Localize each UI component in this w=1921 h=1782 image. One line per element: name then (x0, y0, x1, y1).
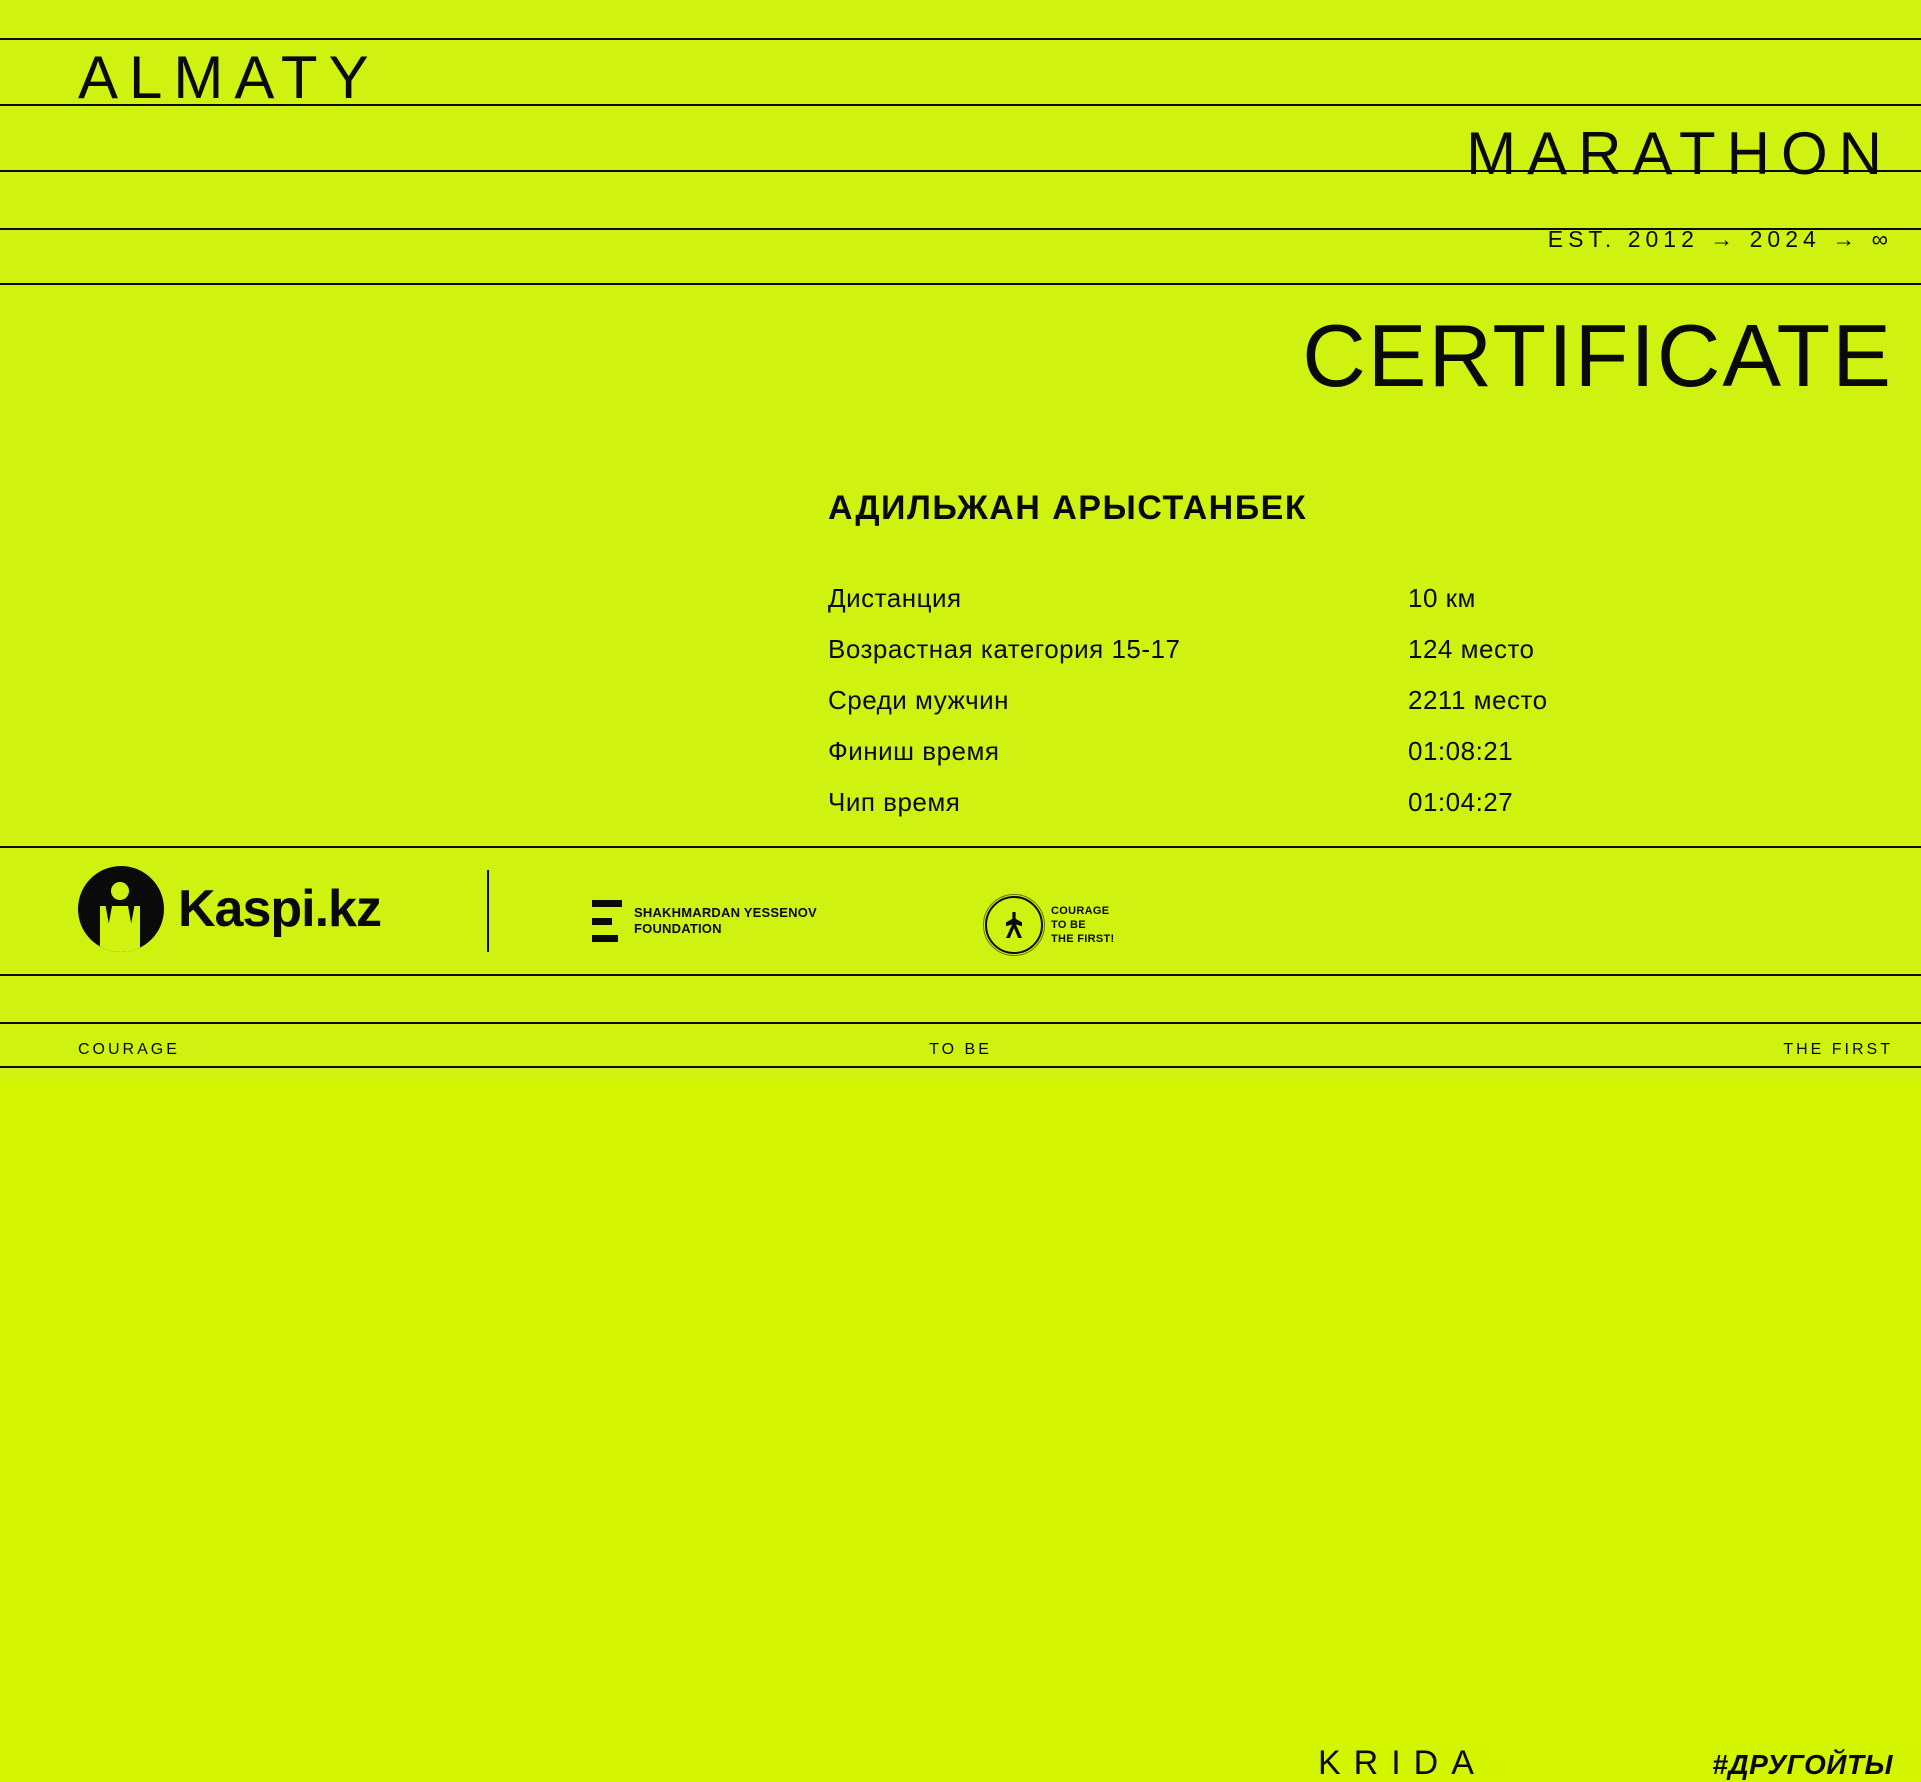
participant-name: АДИЛЬЖАН АРЫСТАНБЕК (828, 489, 1308, 527)
page-title: CERTIFICATE (1302, 306, 1893, 405)
yessenov-wordmark (634, 905, 817, 938)
table-row (828, 634, 1598, 685)
corporate-line1: COURAGE (1051, 904, 1110, 917)
yessenov-bars-icon (592, 900, 622, 942)
sponsor-divider (487, 870, 489, 952)
brand-almaty: ALMATY (78, 44, 380, 111)
sponsor-corporate-fund (985, 896, 1115, 954)
table-row (828, 583, 1598, 634)
result-label: Возрастная категория 15-17 (828, 634, 1181, 664)
yessenov-line1: SHAKHMARDAN YESSENOV (634, 904, 817, 920)
result-label: Среди мужчин (828, 685, 1010, 715)
kaspi-logo-icon (78, 866, 164, 952)
sponsor-krida: KRIDA (1318, 1744, 1487, 1782)
result-value: 01:08:21 (1408, 736, 1514, 766)
result-label: Финиш время (828, 736, 1000, 766)
divider-line (0, 1066, 1921, 1068)
table-row (828, 736, 1598, 787)
divider-line (0, 38, 1921, 40)
sponsor-yessenov-foundation (592, 900, 817, 942)
divider-line (0, 1022, 1921, 1024)
sponsor-strip (0, 848, 1921, 1782)
corporate-fund-seal-icon (985, 896, 1043, 954)
result-label: Чип время (828, 787, 961, 817)
corporate-line3: THE FIRST! (1051, 933, 1115, 946)
slogan-middle: TO BE (929, 1041, 992, 1058)
established-line: EST. 2012 → 2024 → ∞ (1547, 226, 1893, 252)
table-row (828, 787, 1598, 838)
slogan-right: THE FIRST (1783, 1041, 1893, 1058)
footer-slogan (0, 1034, 1921, 1066)
corporate-fund-wordmark (1051, 904, 1115, 947)
brand-marathon: MARATHON (1466, 120, 1893, 187)
sponsor-kaspi (78, 866, 381, 952)
result-label: Дистанция (828, 583, 962, 613)
yessenov-line2: FOUNDATION (634, 921, 722, 936)
result-value: 124 место (1408, 634, 1535, 664)
table-row (828, 685, 1598, 736)
result-value: 10 км (1408, 583, 1476, 613)
corporate-line2: TO BE (1051, 918, 1086, 931)
slogan-left: COURAGE (78, 1041, 180, 1058)
results-table (828, 583, 1598, 838)
sponsor-drugoity: #ДРУГОЙТЫ (1712, 1749, 1893, 1780)
result-value: 01:04:27 (1408, 787, 1514, 817)
divider-line (0, 283, 1921, 285)
divider-line (0, 974, 1921, 976)
kaspi-wordmark: Kaspi.kz (178, 880, 381, 938)
result-value: 2211 место (1408, 685, 1548, 715)
